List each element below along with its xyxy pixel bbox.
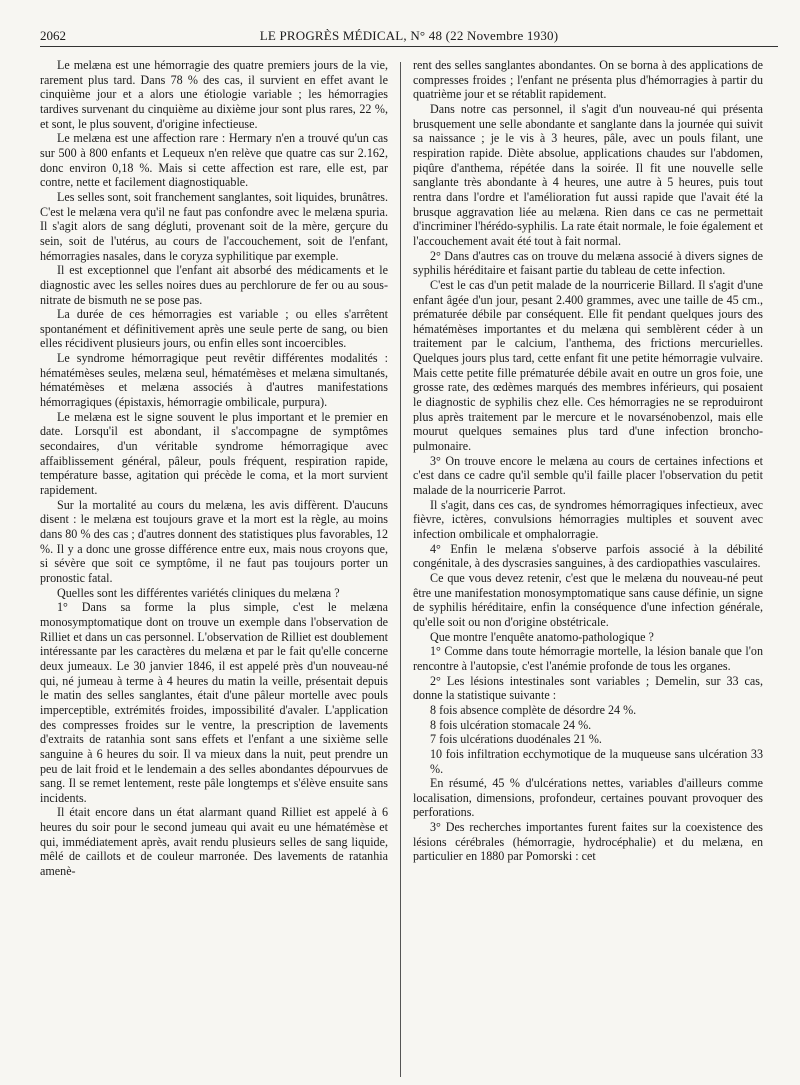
paragraph: La durée de ces hémorragies est variable ; ou elles s'arrêtent spontanément et définitivement après une seule perte de sang, ou bien elles récidivent plusieurs jours, ou enfin elles sont incoercibles.	[40, 307, 388, 351]
paragraph: Dans notre cas personnel, il s'agit d'un nouveau-né qui présenta brusquement une selle abondante et sanglante dans la journée qui suivit sa naissance ; je le vis à 3 heures, pâle, avec un pouls filant, une respiration rapide. Diète absolue, applications chaudes sur l'abdomen, piqûre d'anthema, répétée dans la soirée. Il fit une nouvelle selle sanglante très abondante à 4 heures, une autre à 5 heures, puis tout rentra dans l'ordre et l'amélioration fut aussi rapide que l'avait été la brusque aggravation liée au melæna. Rien dans ce cas ne permettait d'incriminer l'hérédo-syphilis. La rate était normale, le foie également et l'accouchement avait été tout à fait normal.	[413, 101, 763, 248]
paragraph: Le melæna est une affection rare : Hermary n'en a trouvé qu'un cas sur 500 à 800 enfants et Lequeux n'en relève que quatre cas sur 2.162, donc environ 0,18 %. Mais si cette affection est rare, elle est, par contre, nette et facilement diagnostiquable.	[40, 131, 388, 190]
paragraph: En résumé, 45 % d'ulcérations nettes, variables d'ailleurs comme localisation, dimensions, profondeur, certaines pouvant provoquer des perforations.	[413, 776, 763, 820]
paragraph: 8 fois ulcération stomacale 24 %.	[430, 717, 592, 732]
paragraph: Les selles sont, soit franchement sanglantes, soit liquides, brunâtres. C'est le melæna vera qu'il ne faut pas confondre avec le melæna spuria. Il s'agit alors de sang dégluti, provenant soit de la mère, gerçure du sein, soit de l'utérus, au cours de l'accouchement, soit de l'enfant, hémorragies nasales, dans le coryza syphilitique par exemple.	[40, 189, 388, 263]
paragraph: Sur la mortalité au cours du melæna, les avis diffèrent. D'aucuns disent : le melæna est toujours grave et la mort est la règle, au moins dans 80 % des cas ; d'autres donnent des statistiques plus favorables, 12 %. Il y a donc une grosse différence entre eux, mais nous croyons que, si sévère que soit ce symptôme, il ne faut pas toujours porter un pronostic fatal.	[40, 497, 388, 585]
paragraph: C'est le cas d'un petit malade de la nourricerie Billard. Il s'agit d'une enfant âgée d'un jour, pesant 2.400 grammes, avec une taille de 45 cm., prématurée débile par conséquent. Elle fit pendant quelques jours des hématémèses importantes et du melæna qui semblèrent céder à un traitement par le calcium, l'anthema, des frictions mercurielles. Quelques jours plus tard, cette enfant fit une petite hémorragie vulvaire. Mais cette petite fille prématurée débile avait en outre un gros foie, une grosse rate, des œdèmes marqués des membres inférieurs, qui posaient le diagnostic de syphilis chez elle. Ces hémorragies ne se reproduiront plus après traitement par le mercure et le novarsénobenzol, mais elle mourut quelques semaines plus tard d'une infection broncho-pulmonaire.	[413, 277, 763, 454]
paragraph: 2° Dans d'autres cas on trouve du melæna associé à divers signes de syphilis héréditaire et faisant partie du tableau de cette infection.	[413, 248, 763, 278]
paragraph: Il s'agit, dans ces cas, de syndromes hémorragiques infectieux, avec fièvre, ictères, convulsions hémorragies multiples et souvent avec infection ombilicale et omphalorragie.	[413, 497, 763, 541]
paragraph: Le melæna est une hémorragie des quatre premiers jours de la vie, rarement plus tard. Dans 78 % des cas, il survient en effet avant le cinquième jour et a alors une étiologie variable ; les hémorragies tardives survenant du cinquième au dixième jour sont plus rares, 22 %, et sont, le plus souvent, d'origine infectieuse.	[40, 58, 388, 131]
paragraph: 1° Dans sa forme la plus simple, c'est le melæna monosymptomatique dont on trouve un exemple dans l'observation de Rilliet et dans un cas personnel. L'observation de Rilliet est doublement intéressante par les caractères du melæna et par le fait qu'elle concerne deux jumeaux. Le 30 janvier 1846, il est appelé près d'un nouveau-né qui, né jumeau à terme à 4 heures du matin la veille, présentait depuis le matin des selles sanglantes, était d'une pâleur mortelle avec pouls imperceptible, extrémités froides, impossibilité d'avaler. L'application des compresses froides sur le ventre, la prescription de lavements d'extraits de ratanhia sont sans effets et l'enfant a une sixième selle sanguine à 6 heures du soir. Il va mieux dans la nuit, peut prendre un peu de lait froid et le lendemain a des selles abondantes dépourvues de sang. Il se remet lentement, reste pâle longtemps et s'élève ensuite sans incidents.	[40, 600, 388, 805]
paragraph: Quelles sont les différentes variétés cliniques du melæna ?	[57, 585, 340, 600]
paragraph: 3° Des recherches importantes furent faites sur la coexistence des lésions cérébrales (hémorragie, hydrocéphalie) et du melæna, en particulier en 1880 par Pomorski : cet	[413, 820, 763, 864]
paragraph: Il est exceptionnel que l'enfant ait absorbé des médicaments et le diagnostic avec les selles noires dues au perchlorure de fer ou au sous-nitrate de bismuth ne se pose pas.	[40, 263, 388, 307]
paragraph: Il était encore dans un état alarmant quand Rilliet est appelé à 6 heures du soir pour le second jumeau qui avait eu une hématémèse et qui, immédiatement après, avait rendu plusieurs selles de sang liquide, mêlé de caillots et de couleur marronée. Des lavements de ratanhia amenè-	[40, 805, 388, 879]
paragraph: 3° On trouve encore le melæna au cours de certaines infections et c'est dans ce cadre qu'il semble qu'il faille placer l'observation du petit malade de la nourricerie Parrot.	[413, 453, 763, 498]
left-column	[40, 58, 388, 879]
paragraph: Que montre l'enquête anatomo-pathologique ?	[430, 629, 654, 644]
paragraph: rent des selles sanglantes abondantes. On se borna à des applications de compresses froides ; l'enfant ne présenta plus d'hémorragies à partir du quatrième jour et se rétablit rapidement.	[413, 58, 763, 102]
running-title: LE PROGRÈS MÉDICAL, N° 48 (22 Novembre 1930)	[259, 28, 559, 43]
paragraph: 7 fois ulcérations duodénales 21 %.	[430, 732, 602, 747]
right-column	[413, 58, 763, 864]
running-header	[40, 26, 778, 47]
column-divider	[400, 62, 401, 1077]
paragraph: 1° Comme dans toute hémorragie mortelle, la lésion banale que l'on rencontre à l'autopsie, c'est l'anémie profonde de tous les organes.	[413, 644, 763, 673]
paragraph: Le melæna est le signe souvent le plus important et le premier en date. Lorsqu'il est abondant, il s'accompagne de symptômes secondaires, d'un véritable syndrome hémorragique avec affaiblissement général, pâleur, pouls fréquent, respiration rapide, température basse, agitation qui précède le coma, et la mort survient rapidement.	[40, 409, 388, 498]
paragraph: Le syndrome hémorragique peut revêtir différentes modalités : hématémèses seules, melæna seul, hématémèses et melæna simultanés, hématémèses et melæna associés à d'autres manifestations hémorragiques (épistaxis, hémorragie ombilicale, purpura).	[40, 351, 388, 410]
paragraph: 10 fois infiltration ecchymotique de la muqueuse sans ulcération 33 %.	[430, 746, 763, 776]
paragraph: 4° Enfin le melæna s'observe parfois associé à la débilité congénitale, à des dyscrasies sanguines, à des cardiopathies vasculaires.	[413, 541, 763, 571]
paragraph: 8 fois absence complète de désordre 24 %.	[430, 702, 637, 717]
page-number: 2062	[40, 28, 66, 43]
paragraph: 2° Les lésions intestinales sont variables ; Demelin, sur 33 cas, donne la statistique suivante :	[413, 673, 763, 703]
paragraph: Ce que vous devez retenir, c'est que le melæna du nouveau-né peut être une manifestation monosymptomatique sans cause définie, un signe de syphilis héréditaire, enfin la conséquence d'une infection générale, qu'elle soit ou non d'origine obstétricale.	[413, 570, 763, 629]
